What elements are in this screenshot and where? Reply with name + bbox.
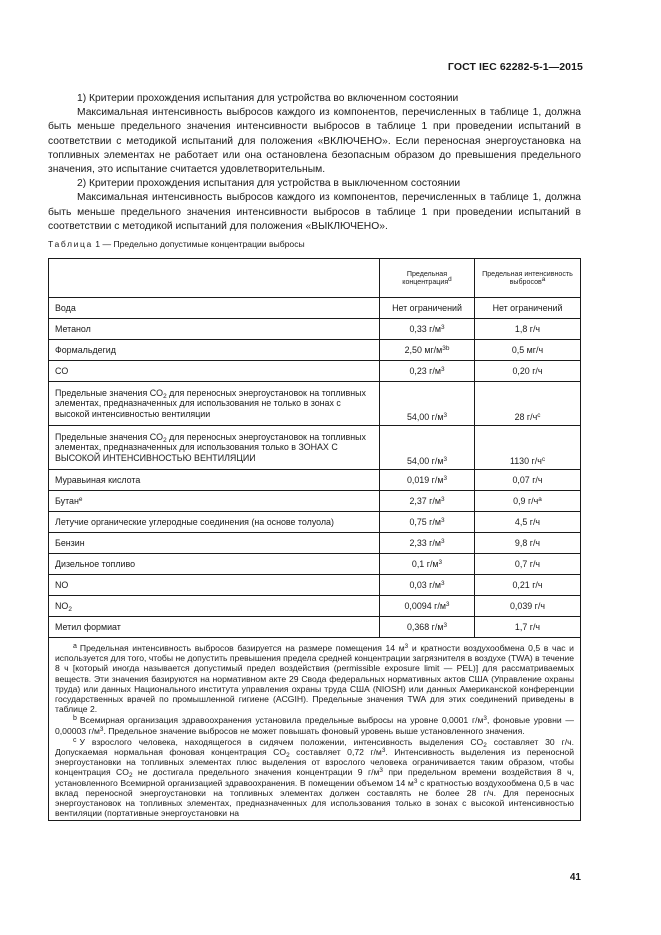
table-row bbox=[49, 512, 581, 533]
table-row bbox=[49, 575, 581, 596]
concentration-value: 0,23 $г/м^3$ bbox=[380, 361, 475, 382]
substance-name: Дизельное топливо bbox=[49, 554, 380, 575]
emission-rate-value: 0,20 г/ч bbox=[475, 361, 581, 382]
emission-rate-value: 0,9 $г/ч^a$ bbox=[475, 491, 581, 512]
emission-rate-value: 1,8 г/ч bbox=[475, 319, 581, 340]
table-row bbox=[49, 426, 581, 470]
concentration-value: 0,0094 $г/м^3$ bbox=[380, 596, 475, 617]
table-row bbox=[49, 491, 581, 512]
emission-rate-value: 0,5 мг/ч bbox=[475, 340, 581, 361]
substance-name: $NO_2$ bbox=[49, 596, 380, 617]
table-row bbox=[49, 382, 581, 426]
substance-name: Бензин bbox=[49, 533, 380, 554]
page-number: 41 bbox=[569, 872, 581, 883]
substance-name: Предельные значения $CO_2$ для переносных энергоустановок на топливных элементах, предназначенных для использования не только в зонах с высокой интенсивностью вентиляции bbox=[49, 382, 380, 426]
concentration-value: 0,33 $г/м^3$ bbox=[380, 319, 475, 340]
emission-rate-value: 0,21 г/ч bbox=[475, 575, 581, 596]
header-concentration: Предельная концентрация$^d$ bbox=[380, 259, 475, 298]
header-substance bbox=[49, 259, 380, 298]
table-caption bbox=[48, 239, 305, 249]
substance-name: Бутан$^e$ bbox=[49, 491, 380, 512]
substance-name: NO bbox=[49, 575, 380, 596]
concentration-value: 0,1 $г/м^3$ bbox=[380, 554, 475, 575]
table-row bbox=[49, 470, 581, 491]
concentration-value: 54,00 $г/м^3$ bbox=[380, 382, 475, 426]
concentration-value: 0,368 $г/м^3$ bbox=[380, 617, 475, 638]
criteria-off-text: Максимальная интенсивность выбросов каждого из компонентов, перечисленных в таблице 1, должна быть меньше предельного значения интенсивности выбросов в таблице 1 при проведении испытаний в соответствии с методикой испытаний для положения «ВЫКЛЮЧЕНО». bbox=[48, 192, 581, 232]
concentration-value: 0,03 $г/м^3$ bbox=[380, 575, 475, 596]
substance-name: Муравьиная кислота bbox=[49, 470, 380, 491]
concentration-value: 54,00 $г/м^3$ bbox=[380, 426, 475, 470]
emissions-table bbox=[48, 258, 581, 821]
concentration-value: 2,50 $мг/м^{3b}$ bbox=[380, 340, 475, 361]
criteria-on-heading: 1) Критерии прохождения испытания для устройства во включенном состоянии bbox=[77, 93, 459, 104]
emission-rate-value: 28 $г/ч^c$ bbox=[475, 382, 581, 426]
substance-name: Метанол bbox=[49, 319, 380, 340]
table-row bbox=[49, 340, 581, 361]
emission-rate-value: 1130 $г/ч^c$ bbox=[475, 426, 581, 470]
substance-name: Метил формиат bbox=[49, 617, 380, 638]
table-row bbox=[49, 596, 581, 617]
table-row bbox=[49, 361, 581, 382]
table-row bbox=[49, 554, 581, 575]
emission-rate-value: 0,07 г/ч bbox=[475, 470, 581, 491]
table-caption-text: 1 — Предельно допустимые концентрации выбросы bbox=[95, 239, 305, 249]
emission-rate-value: 1,7 г/ч bbox=[475, 617, 581, 638]
substance-name: CO bbox=[49, 361, 380, 382]
table-row bbox=[49, 617, 581, 638]
footnote-a: $^a$ Предельная интенсивность выбросов базируется на размере помещения 14 $м^3$ и кратности воздухообмена 0,5 в час и используется для того, чтобы не допустить превышения предела средней концентрации загрязнителя в воздухе (TWA) в течение 8 ч [который иногда называется допустимый предел воздействия (permissible exposure limit — PEL)] для рассматриваемых веществ. Эти значения базируются на нормативном акте 29 Свода федеральных нормативных актов США (Управление охраны труда) или данных Национального института управления охраны труда США (NIOSH) или данных Американской конференции государственных врачей по промышленной гигиене (ACGIH). Предельные значения TWA для этих соединений приведены в таблице 2. bbox=[55, 643, 574, 715]
concentration-value: Нет ограничений bbox=[380, 298, 475, 319]
document-id: ГОСТ IEC 62282-5-1—2015 bbox=[447, 61, 583, 73]
body-text bbox=[48, 92, 581, 234]
header-emission-rate: Предельная интенсивность выбросов$^a$ bbox=[475, 259, 581, 298]
criteria-off-heading: 2) Критерии прохождения испытания для устройства в выключенном состоянии bbox=[77, 178, 461, 190]
table-notes-row bbox=[49, 638, 581, 821]
substance-name: Вода bbox=[49, 298, 380, 319]
emission-rate-value: Нет ограничений bbox=[475, 298, 581, 319]
concentration-value: 2,37 $г/м^3$ bbox=[380, 491, 475, 512]
table-row bbox=[49, 533, 581, 554]
table-header-row bbox=[49, 259, 581, 298]
table-row bbox=[49, 298, 581, 319]
concentration-value: 0,019 $г/м^3$ bbox=[380, 470, 475, 491]
concentration-value: 2,33 $г/м^3$ bbox=[380, 533, 475, 554]
table-row bbox=[49, 319, 581, 340]
table-notes bbox=[49, 638, 581, 821]
substance-name: Предельные значения $CO_2$ для переносных энергоустановок на топливных элементах, предназначенных для использования только в ЗОНАХ С ВЫСОКОЙ ИНТЕНСИВНОСТЬЮ ВЕНТИЛЯЦИИ bbox=[49, 426, 380, 470]
criteria-on-text: Максимальная интенсивность выбросов каждого из компонентов, перечисленных в таблице 1, должна быть меньше предельного значения интенсивности выбросов в таблице 1 при проведении испытаний в соответствии с методикой испытаний для положения «ВКЛЮЧЕНО». Если переносная энергоустановка на топливных элементах не работает или она остановлена безопасным образом до превышения предельного значения, это испытание считается удовлетворительным. bbox=[48, 107, 581, 176]
emission-rate-value: 4,5 г/ч bbox=[475, 512, 581, 533]
emission-rate-value: 9,8 г/ч bbox=[475, 533, 581, 554]
footnote-b: $^b$ Всемирная организация здравоохранения установила предельные выбросы на уровне 0,0001 $г/м^3$, фоновые уровни — 0,00003 $г/м^3$. Предельное значение выбросов не может повышать фоновый уровень выше установленного значения. bbox=[55, 715, 574, 736]
substance-name: Летучие органические углеродные соединения (на основе толуола) bbox=[49, 512, 380, 533]
substance-name: Формальдегид bbox=[49, 340, 380, 361]
emission-rate-value: 0,7 г/ч bbox=[475, 554, 581, 575]
footnote-c: $^c$ У взрослого человека, находящегося в сидячем положении, интенсивность выделения $CO_2$ составляет 30 г/ч. Допускаемая нормальная фоновая концентрация $CO_2$ составляет 0,72 $г/м^3$. Интенсивность выделения из переносной энергоустановки на топливных элементах плюс выделения от взрослого человека ограничивается таким образом, чтобы концентрация $CO_2$ не достигала предельного значения концентрации 9 $г/м^3$ при предельном времени воздействия 8 ч, установленного Всемирной организацией здравоохранения. В помещении объемом 14 $м^3$ с кратностью воздухообмена 0,5 в час вклад переносной энергоустановки на топливных элементах должен составлять не более 28 г/ч. Для переносных энергоустановок на топливных элементах, предназначенных для использования только в зонах с высокой интенсивностью вентиляции (портативные энергоустановки на bbox=[55, 736, 575, 819]
table-caption-label: Таблица bbox=[48, 239, 93, 249]
concentration-value: 0,75 $г/м^3$ bbox=[380, 512, 475, 533]
emission-rate-value: 0,039 г/ч bbox=[475, 596, 581, 617]
